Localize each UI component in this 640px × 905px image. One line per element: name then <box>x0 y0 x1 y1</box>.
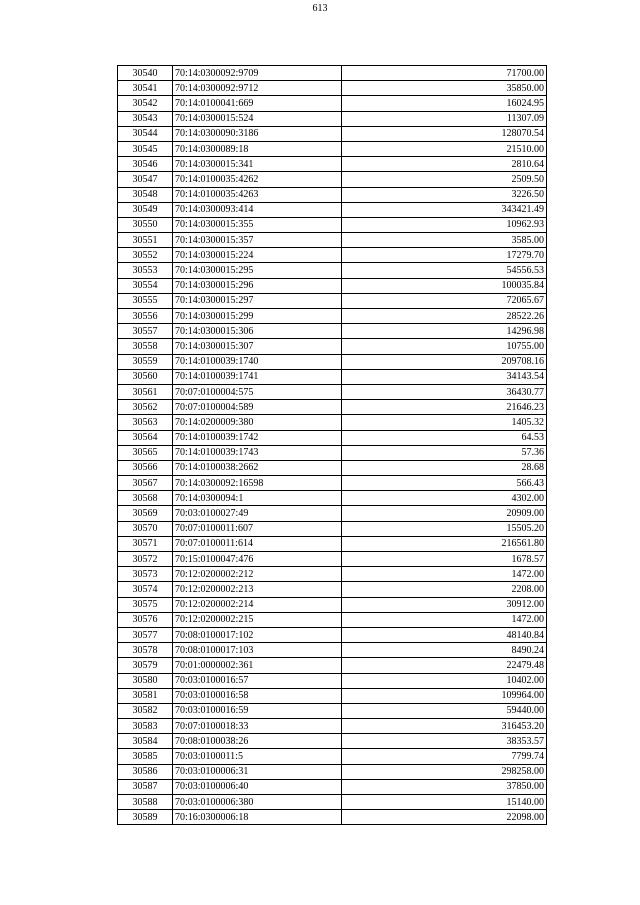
value-cell: 3585.00 <box>342 233 547 248</box>
cadastral-number-cell: 70:07:0100018:33 <box>173 719 342 734</box>
value-cell: 15140.00 <box>342 795 547 810</box>
table-row <box>118 415 547 430</box>
value-cell: 100035.84 <box>342 278 547 293</box>
cadastral-number-cell: 70:14:0300015:307 <box>173 339 342 354</box>
value-cell: 298258.00 <box>342 764 547 779</box>
table-row <box>118 521 547 536</box>
value-cell: 71700.00 <box>342 66 547 81</box>
value-cell: 2208.00 <box>342 582 547 597</box>
value-cell: 72065.67 <box>342 293 547 308</box>
table-row <box>118 536 547 551</box>
table-row <box>118 202 547 217</box>
table-row <box>118 141 547 156</box>
row-number-cell: 30567 <box>118 476 173 491</box>
row-number-cell: 30575 <box>118 597 173 612</box>
value-cell: 64.53 <box>342 430 547 445</box>
cadastral-number-cell: 70:14:0300015:341 <box>173 157 342 172</box>
row-number-cell: 30566 <box>118 460 173 475</box>
value-cell: 20909.00 <box>342 506 547 521</box>
table-row <box>118 400 547 415</box>
row-number-cell: 30588 <box>118 795 173 810</box>
row-number-cell: 30558 <box>118 339 173 354</box>
cadastral-number-cell: 70:14:0300092:16598 <box>173 476 342 491</box>
table-row <box>118 552 547 567</box>
table-row <box>118 612 547 627</box>
cadastral-number-cell: 70:03:0100016:58 <box>173 688 342 703</box>
row-number-cell: 30578 <box>118 643 173 658</box>
cadastral-number-cell: 70:14:0300094:1 <box>173 491 342 506</box>
row-number-cell: 30543 <box>118 111 173 126</box>
cadastral-number-cell: 70:07:0100011:614 <box>173 536 342 551</box>
cadastral-number-cell: 70:14:0300015:355 <box>173 217 342 232</box>
value-cell: 2810.64 <box>342 157 547 172</box>
cadastral-number-cell: 70:14:0300015:297 <box>173 293 342 308</box>
cadastral-number-cell: 70:14:0100041:669 <box>173 96 342 111</box>
cadastral-number-cell: 70:08:0100038:26 <box>173 734 342 749</box>
cadastral-number-cell: 70:07:0100004:575 <box>173 384 342 399</box>
cadastral-number-cell: 70:14:0100039:1741 <box>173 369 342 384</box>
registry-table-body <box>118 66 547 825</box>
row-number-cell: 30562 <box>118 400 173 415</box>
cadastral-number-cell: 70:12:0200002:212 <box>173 567 342 582</box>
cadastral-number-cell: 70:03:0100006:40 <box>173 779 342 794</box>
cadastral-number-cell: 70:03:0100011:5 <box>173 749 342 764</box>
page-number: 613 <box>312 3 328 14</box>
table-row <box>118 157 547 172</box>
cadastral-number-cell: 70:12:0200002:213 <box>173 582 342 597</box>
row-number-cell: 30541 <box>118 81 173 96</box>
value-cell: 216561.80 <box>342 536 547 551</box>
row-number-cell: 30584 <box>118 734 173 749</box>
cadastral-number-cell: 70:14:0300092:9709 <box>173 66 342 81</box>
row-number-cell: 30581 <box>118 688 173 703</box>
table-row <box>118 658 547 673</box>
cadastral-number-cell: 70:14:0300015:306 <box>173 324 342 339</box>
cadastral-number-cell: 70:03:0100006:31 <box>173 764 342 779</box>
table-row <box>118 248 547 263</box>
cadastral-number-cell: 70:14:0300015:224 <box>173 248 342 263</box>
cadastral-number-cell: 70:01:0000002:361 <box>173 658 342 673</box>
table-row <box>118 217 547 232</box>
registry-table <box>117 65 547 825</box>
table-row <box>118 187 547 202</box>
row-number-cell: 30553 <box>118 263 173 278</box>
table-row <box>118 734 547 749</box>
cadastral-number-cell: 70:12:0200002:215 <box>173 612 342 627</box>
cadastral-number-cell: 70:03:0100027:49 <box>173 506 342 521</box>
table-row <box>118 779 547 794</box>
row-number-cell: 30576 <box>118 612 173 627</box>
cadastral-number-cell: 70:03:0100016:57 <box>173 673 342 688</box>
cadastral-number-cell: 70:12:0200002:214 <box>173 597 342 612</box>
table-row <box>118 795 547 810</box>
table-row <box>118 233 547 248</box>
value-cell: 36430.77 <box>342 384 547 399</box>
value-cell: 48140.84 <box>342 627 547 642</box>
value-cell: 30912.00 <box>342 597 547 612</box>
row-number-cell: 30542 <box>118 96 173 111</box>
table-row <box>118 278 547 293</box>
cadastral-number-cell: 70:03:0100006:380 <box>173 795 342 810</box>
cadastral-number-cell: 70:03:0100016:59 <box>173 703 342 718</box>
row-number-cell: 30544 <box>118 126 173 141</box>
row-number-cell: 30548 <box>118 187 173 202</box>
row-number-cell: 30565 <box>118 445 173 460</box>
table-row <box>118 354 547 369</box>
table-row <box>118 172 547 187</box>
cadastral-number-cell: 70:14:0100039:1740 <box>173 354 342 369</box>
value-cell: 21510.00 <box>342 141 547 156</box>
cadastral-number-cell: 70:14:0300015:296 <box>173 278 342 293</box>
cadastral-number-cell: 70:07:0100004:589 <box>173 400 342 415</box>
table-row <box>118 66 547 81</box>
table-row <box>118 810 547 825</box>
row-number-cell: 30555 <box>118 293 173 308</box>
table-row <box>118 476 547 491</box>
row-number-cell: 30549 <box>118 202 173 217</box>
table-row <box>118 597 547 612</box>
row-number-cell: 30569 <box>118 506 173 521</box>
cadastral-number-cell: 70:14:0300090:3186 <box>173 126 342 141</box>
table-row <box>118 309 547 324</box>
value-cell: 38353.57 <box>342 734 547 749</box>
table-row <box>118 643 547 658</box>
row-number-cell: 30563 <box>118 415 173 430</box>
table-row <box>118 582 547 597</box>
table-row <box>118 719 547 734</box>
value-cell: 10755.00 <box>342 339 547 354</box>
value-cell: 10962.93 <box>342 217 547 232</box>
cadastral-number-cell: 70:15:0100047:476 <box>173 552 342 567</box>
row-number-cell: 30551 <box>118 233 173 248</box>
row-number-cell: 30561 <box>118 384 173 399</box>
value-cell: 209708.16 <box>342 354 547 369</box>
row-number-cell: 30579 <box>118 658 173 673</box>
cadastral-number-cell: 70:14:0300092:9712 <box>173 81 342 96</box>
row-number-cell: 30556 <box>118 309 173 324</box>
value-cell: 28.68 <box>342 460 547 475</box>
value-cell: 2509.50 <box>342 172 547 187</box>
row-number-cell: 30572 <box>118 552 173 567</box>
value-cell: 14296.98 <box>342 324 547 339</box>
table-row <box>118 126 547 141</box>
row-number-cell: 30571 <box>118 536 173 551</box>
value-cell: 22098.00 <box>342 810 547 825</box>
table-row <box>118 749 547 764</box>
row-number-cell: 30570 <box>118 521 173 536</box>
value-cell: 21646.23 <box>342 400 547 415</box>
row-number-cell: 30585 <box>118 749 173 764</box>
table-row <box>118 688 547 703</box>
cadastral-number-cell: 70:14:0100038:2662 <box>173 460 342 475</box>
cadastral-number-cell: 70:14:0300015:524 <box>173 111 342 126</box>
table-row <box>118 703 547 718</box>
value-cell: 566.43 <box>342 476 547 491</box>
row-number-cell: 30546 <box>118 157 173 172</box>
table-row <box>118 764 547 779</box>
value-cell: 59440.00 <box>342 703 547 718</box>
cadastral-number-cell: 70:14:0300093:414 <box>173 202 342 217</box>
value-cell: 11307.09 <box>342 111 547 126</box>
value-cell: 1678.57 <box>342 552 547 567</box>
table-row <box>118 430 547 445</box>
cadastral-number-cell: 70:16:0300006:18 <box>173 810 342 825</box>
value-cell: 35850.00 <box>342 81 547 96</box>
value-cell: 54556.53 <box>342 263 547 278</box>
row-number-cell: 30557 <box>118 324 173 339</box>
cadastral-number-cell: 70:14:0300015:295 <box>173 263 342 278</box>
row-number-cell: 30540 <box>118 66 173 81</box>
value-cell: 28522.26 <box>342 309 547 324</box>
value-cell: 34143.54 <box>342 369 547 384</box>
cadastral-number-cell: 70:14:0100035:4262 <box>173 172 342 187</box>
value-cell: 1405.32 <box>342 415 547 430</box>
row-number-cell: 30573 <box>118 567 173 582</box>
cadastral-number-cell: 70:07:0100011:607 <box>173 521 342 536</box>
value-cell: 4302.00 <box>342 491 547 506</box>
row-number-cell: 30554 <box>118 278 173 293</box>
value-cell: 8490.24 <box>342 643 547 658</box>
value-cell: 343421.49 <box>342 202 547 217</box>
cadastral-number-cell: 70:14:0100039:1743 <box>173 445 342 460</box>
row-number-cell: 30564 <box>118 430 173 445</box>
row-number-cell: 30559 <box>118 354 173 369</box>
row-number-cell: 30552 <box>118 248 173 263</box>
value-cell: 10402.00 <box>342 673 547 688</box>
table-row <box>118 673 547 688</box>
value-cell: 1472.00 <box>342 612 547 627</box>
cadastral-number-cell: 70:14:0200009:380 <box>173 415 342 430</box>
row-number-cell: 30586 <box>118 764 173 779</box>
value-cell: 3226.50 <box>342 187 547 202</box>
table-row <box>118 339 547 354</box>
table-row <box>118 445 547 460</box>
cadastral-number-cell: 70:08:0100017:103 <box>173 643 342 658</box>
row-number-cell: 30550 <box>118 217 173 232</box>
table-row <box>118 567 547 582</box>
value-cell: 37850.00 <box>342 779 547 794</box>
cadastral-number-cell: 70:14:0300015:357 <box>173 233 342 248</box>
value-cell: 22479.48 <box>342 658 547 673</box>
value-cell: 316453.20 <box>342 719 547 734</box>
table-row <box>118 491 547 506</box>
row-number-cell: 30580 <box>118 673 173 688</box>
table-row <box>118 81 547 96</box>
row-number-cell: 30587 <box>118 779 173 794</box>
value-cell: 15505.20 <box>342 521 547 536</box>
cadastral-number-cell: 70:14:0300015:299 <box>173 309 342 324</box>
table-row <box>118 460 547 475</box>
table-row <box>118 96 547 111</box>
row-number-cell: 30577 <box>118 627 173 642</box>
table-row <box>118 627 547 642</box>
table-row <box>118 293 547 308</box>
row-number-cell: 30547 <box>118 172 173 187</box>
row-number-cell: 30568 <box>118 491 173 506</box>
value-cell: 57.36 <box>342 445 547 460</box>
table-row <box>118 384 547 399</box>
value-cell: 1472.00 <box>342 567 547 582</box>
cadastral-number-cell: 70:14:0100039:1742 <box>173 430 342 445</box>
value-cell: 7799.74 <box>342 749 547 764</box>
row-number-cell: 30582 <box>118 703 173 718</box>
row-number-cell: 30589 <box>118 810 173 825</box>
row-number-cell: 30583 <box>118 719 173 734</box>
cadastral-number-cell: 70:14:0100035:4263 <box>173 187 342 202</box>
value-cell: 17279.70 <box>342 248 547 263</box>
row-number-cell: 30545 <box>118 141 173 156</box>
table-row <box>118 506 547 521</box>
table-row <box>118 263 547 278</box>
row-number-cell: 30574 <box>118 582 173 597</box>
table-row <box>118 111 547 126</box>
row-number-cell: 30560 <box>118 369 173 384</box>
value-cell: 16024.95 <box>342 96 547 111</box>
value-cell: 109964.00 <box>342 688 547 703</box>
cadastral-number-cell: 70:08:0100017:102 <box>173 627 342 642</box>
value-cell: 128070.54 <box>342 126 547 141</box>
table-row <box>118 369 547 384</box>
table-row <box>118 324 547 339</box>
cadastral-number-cell: 70:14:0300089:18 <box>173 141 342 156</box>
